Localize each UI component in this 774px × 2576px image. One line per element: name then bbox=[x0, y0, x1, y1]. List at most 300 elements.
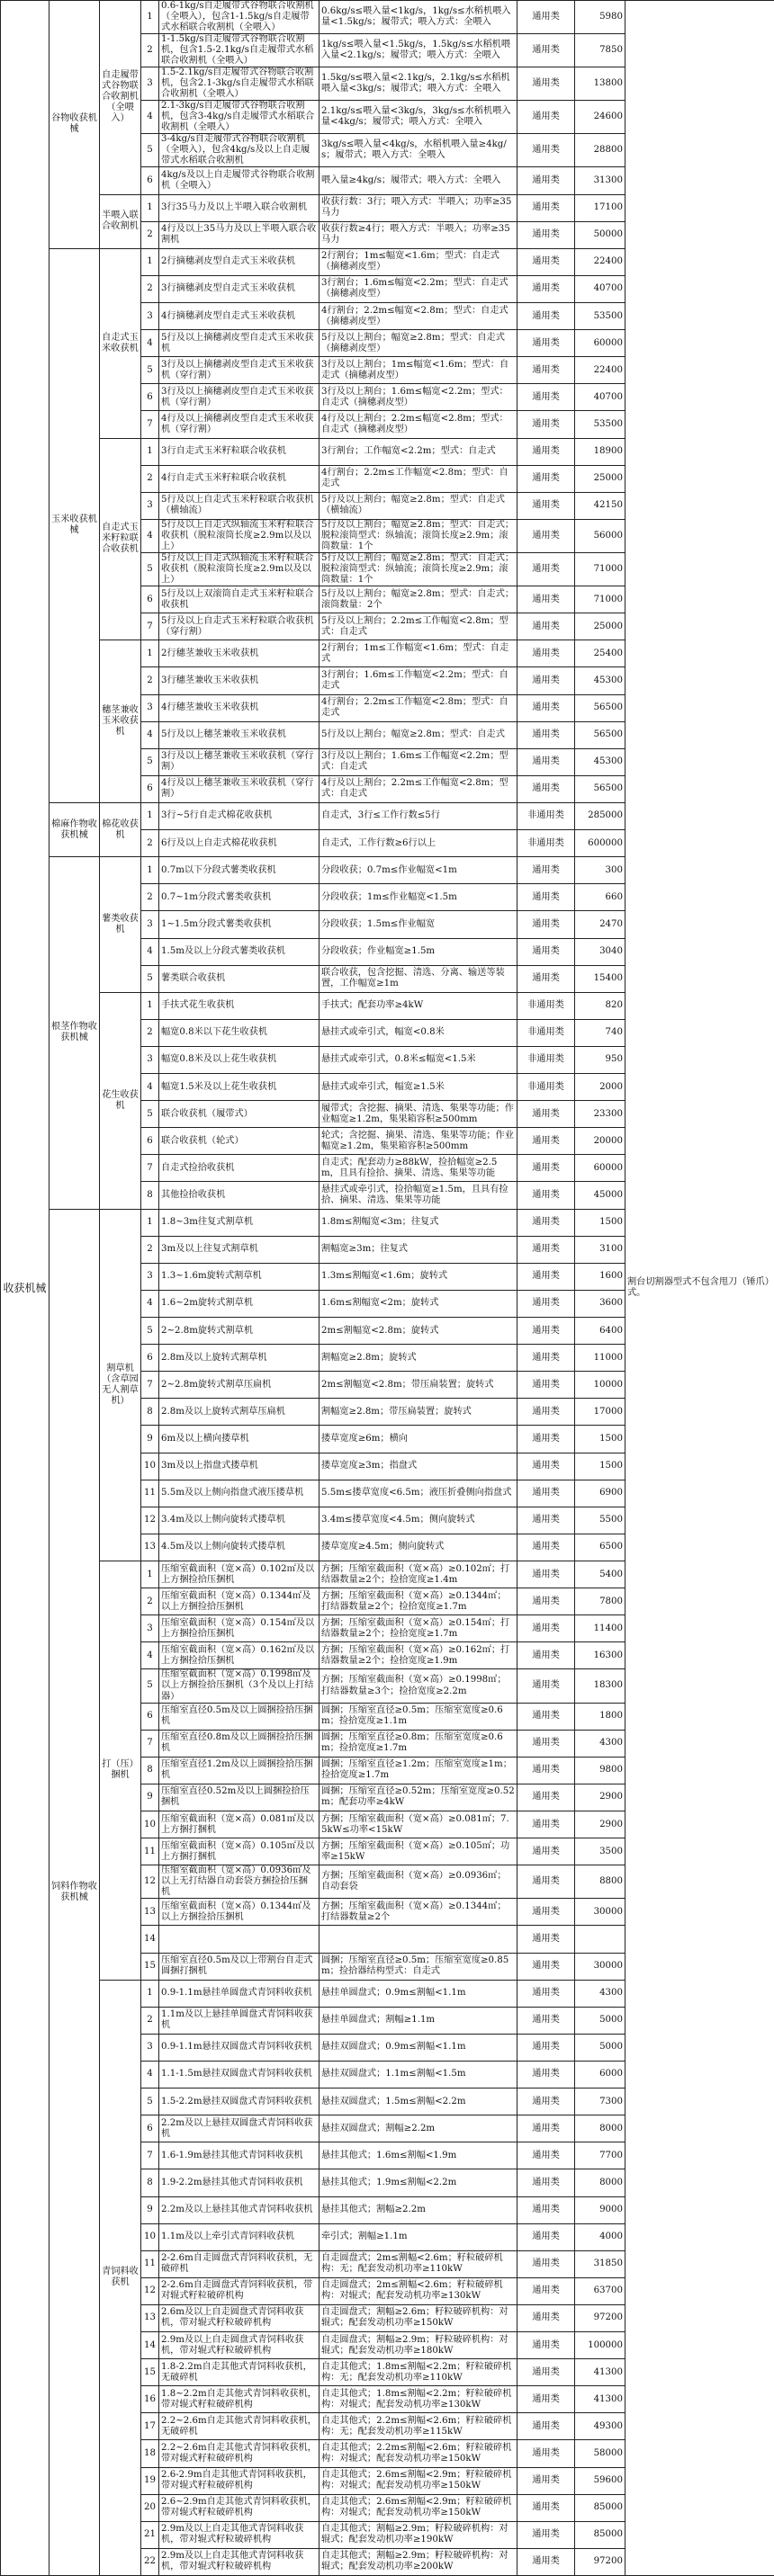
item-name: 2.1-3kg/s自走履带式谷物联合收割机，包含3-4kg/s自走履带式水稻联合收割机（全喂入） bbox=[159, 101, 320, 134]
item-class: 通用类 bbox=[518, 552, 575, 586]
item-name: 4.5m及以上侧向旋转式搂草机 bbox=[159, 1534, 320, 1561]
item-name: 联合收获机（履带式） bbox=[159, 1101, 320, 1128]
item-price: 23300 bbox=[575, 1101, 626, 1128]
item-features: 搂草宽度≥6m；横向 bbox=[320, 1426, 518, 1453]
item-class: 通用类 bbox=[518, 721, 575, 748]
item-class: 通用类 bbox=[518, 884, 575, 911]
item-features: 分段收获；1.5m≤作业幅宽 bbox=[320, 911, 518, 938]
item-name: 3.4m及以上侧向旋转式搂草机 bbox=[159, 1507, 320, 1534]
item-no: 5 bbox=[141, 1101, 159, 1128]
item-class: 通用类 bbox=[518, 2061, 575, 2088]
item-price: 45000 bbox=[575, 1182, 626, 1209]
item-features: 自走其他式；2.2m≤割幅<2.6m；籽粒破碎机构：对辊式；配套发动机功率≥150kW bbox=[320, 2440, 518, 2467]
item-features: 方捆；压缩室截面积（宽×高）≥0.0936㎡；自动套袋 bbox=[320, 1865, 518, 1899]
item-features: 自走式；配套动力≥88kW，捡拾幅宽≥2.5m，且具有捡拾、摘果、清选、集果等功能 bbox=[320, 1155, 518, 1182]
item-class: 通用类 bbox=[518, 2223, 575, 2250]
item-price: 8000 bbox=[575, 2169, 626, 2196]
item-name: 1.9-2.2m悬挂其他式青饲料收获机 bbox=[159, 2169, 320, 2196]
item-name: 1~1.5m分段式薯类收获机 bbox=[159, 911, 320, 938]
item-price: 30000 bbox=[575, 1899, 626, 1926]
subgroup-cell: 自走履带式谷物联合收割机（全喂入） bbox=[100, 1, 141, 195]
item-price: 6500 bbox=[575, 1534, 626, 1561]
item-no: 5 bbox=[141, 2089, 159, 2115]
subgroup-cell: 自走式玉米籽粒联合收获机 bbox=[100, 438, 141, 640]
item-name: 4行及以上35马力及以上半喂入联合收割机 bbox=[159, 221, 320, 248]
item-no: 6 bbox=[141, 1703, 159, 1730]
item-class: 通用类 bbox=[518, 1703, 575, 1730]
item-price: 9800 bbox=[575, 1757, 626, 1784]
item-name: 5行及以上自走式纵轴流玉米籽粒联合收获机（脱粒滚筒长度≥2.9m以及以上） bbox=[159, 519, 320, 552]
item-class: 通用类 bbox=[518, 2332, 575, 2359]
item-features: 自走其他式；割幅≥2.9m；籽粒破碎机构：对辊式；配套发动机功率≥200kW bbox=[320, 2548, 518, 2575]
item-features: 方捆；压缩室截面积（宽×高）≥0.1998㎡；打结器数量≥3个；捡拾宽度≥2.2m bbox=[320, 1669, 518, 1703]
subgroup-cell: 自走式玉米收获机 bbox=[100, 248, 141, 438]
item-class: 通用类 bbox=[518, 1784, 575, 1811]
item-features: 分段收获；作业幅宽≥1.5m bbox=[320, 938, 518, 965]
item-name: 压缩室截面积（宽×高）0.0936㎡及以上无打结器自动套袋方捆捡拾压捆机 bbox=[159, 1865, 320, 1899]
item-class: 通用类 bbox=[518, 613, 575, 640]
item-no: 7 bbox=[141, 1155, 159, 1182]
item-no: 3 bbox=[141, 303, 159, 330]
item-no: 14 bbox=[141, 2332, 159, 2359]
item-name: 3行及以上穗茎兼收玉米收获机（穿行割） bbox=[159, 748, 320, 775]
item-name: 5行及以上穗茎兼收玉米收获机 bbox=[159, 721, 320, 748]
group-cell: 根茎作物收获机械 bbox=[50, 857, 100, 1209]
item-features: 悬挂双圆盘式；割幅≥2.2m bbox=[320, 2115, 518, 2142]
item-features: 悬挂其他式；1.6m≤割幅<1.9m bbox=[320, 2142, 518, 2169]
item-name: 压缩室截面积（宽×高）0.162㎡及以上方捆捡拾压捆机 bbox=[159, 1642, 320, 1669]
table-row bbox=[1, 1, 774, 34]
item-price: 1800 bbox=[575, 1703, 626, 1730]
item-name: 1.5m及以上分段式薯类收获机 bbox=[159, 938, 320, 965]
item-features: 方捆；压缩室截面积（宽×高）≥0.081㎡；7.5kW≤功率<15kW bbox=[320, 1811, 518, 1838]
item-class: 通用类 bbox=[518, 167, 575, 194]
item-name: 6m及以上横向搂草机 bbox=[159, 1426, 320, 1453]
item-class: 通用类 bbox=[518, 1399, 575, 1426]
item-no: 5 bbox=[141, 552, 159, 586]
item-class: 通用类 bbox=[518, 775, 575, 802]
item-features: 自走式，工作行数≥6行以上 bbox=[320, 830, 518, 857]
item-price: 97200 bbox=[575, 2548, 626, 2575]
item-price: 31300 bbox=[575, 167, 626, 194]
item-class: 通用类 bbox=[518, 2548, 575, 2575]
item-price: 5500 bbox=[575, 1507, 626, 1534]
subgroup-cell: 棉花收获机 bbox=[100, 802, 141, 856]
item-name: 1.8~3m往复式割草机 bbox=[159, 1209, 320, 1236]
item-price: 1600 bbox=[575, 1263, 626, 1290]
item-price: 40700 bbox=[575, 275, 626, 302]
item-no: 9 bbox=[141, 1784, 159, 1811]
item-class: 通用类 bbox=[518, 1642, 575, 1669]
item-features: 方捆；压缩室截面积（宽×高）≥0.105㎡；功率≥15kW bbox=[320, 1838, 518, 1865]
item-no: 1 bbox=[141, 1209, 159, 1236]
item-features: 5行及以上割台；幅宽≥2.8m；型式：自走式；脱粒滚筒型式：纵轴流；滚筒长度≥2.9m；滚筒数量：1个 bbox=[320, 519, 518, 552]
item-class: 通用类 bbox=[518, 221, 575, 248]
item-features: 搂草宽度≥3m；指盘式 bbox=[320, 1453, 518, 1480]
item-name: 压缩室截面积（宽×高）0.105㎡及以上方捆打捆机 bbox=[159, 1838, 320, 1865]
item-price: 41300 bbox=[575, 2386, 626, 2413]
subgroup-cell: 薯类收获机 bbox=[100, 857, 141, 993]
item-class: 非通用类 bbox=[518, 1019, 575, 1046]
item-price: 660 bbox=[575, 884, 626, 911]
item-class: 通用类 bbox=[518, 465, 575, 492]
item-features: 1.8m≤割幅宽<3m；往复式 bbox=[320, 1209, 518, 1236]
item-features: 自走圆盘式；2m≤割幅<2.6m；籽粒破碎机构：无；配套发动机功率≥110kW bbox=[320, 2250, 518, 2277]
item-features: 1.5kg/s≤喂入量<2.1kg/s，2.1kg/s≤水稻机喂入量<3kg/s；履带式；喂入方式：全喂入 bbox=[320, 67, 518, 101]
item-price: 300 bbox=[575, 857, 626, 884]
item-class: 通用类 bbox=[518, 303, 575, 330]
item-class: 通用类 bbox=[518, 1811, 575, 1838]
item-price: 5000 bbox=[575, 2034, 626, 2061]
item-price: 11000 bbox=[575, 1345, 626, 1372]
item-price: 7850 bbox=[575, 34, 626, 67]
item-no: 19 bbox=[141, 2467, 159, 2494]
item-class: 通用类 bbox=[518, 1290, 575, 1317]
subgroup-cell: 半喂入联合收割机 bbox=[100, 194, 141, 248]
group-cell: 玉米收获机械 bbox=[50, 248, 100, 802]
item-name: 1.8~2.2m自走其他式青饲料收获机，带对辊式籽粒破碎机构 bbox=[159, 2386, 320, 2413]
item-features: 5行及以上割台；幅宽≥2.8m；型式：自走式（横轴流） bbox=[320, 492, 518, 519]
item-class: 通用类 bbox=[518, 1318, 575, 1345]
item-price: 820 bbox=[575, 992, 626, 1019]
item-class: 通用类 bbox=[518, 438, 575, 465]
item-name: 压缩室直径0.8m及以上圆捆捡拾压捆机 bbox=[159, 1730, 320, 1757]
item-no: 10 bbox=[141, 2223, 159, 2250]
item-no: 17 bbox=[141, 2413, 159, 2440]
item-no: 4 bbox=[141, 330, 159, 357]
item-no: 8 bbox=[141, 1757, 159, 1784]
item-features: 悬挂式或牵引式，幅宽≥1.5米 bbox=[320, 1074, 518, 1101]
item-no: 5 bbox=[141, 1669, 159, 1703]
item-class: 通用类 bbox=[518, 2089, 575, 2115]
item-no: 11 bbox=[141, 2250, 159, 2277]
item-features: 悬挂式或牵引式，0.8米≤幅宽<1.5米 bbox=[320, 1046, 518, 1073]
item-price: 5000 bbox=[575, 2007, 626, 2034]
item-name: 压缩室截面积（宽×高）0.1998㎡及以上方捆捡拾压捆机（3个及以上打结器） bbox=[159, 1669, 320, 1703]
item-price: 1500 bbox=[575, 1209, 626, 1236]
item-class: 通用类 bbox=[518, 857, 575, 884]
item-class: 通用类 bbox=[518, 667, 575, 694]
item-no: 1 bbox=[141, 992, 159, 1019]
item-name: 2.9m及以上自走圆盘式青饲料收获机，带对辊式籽粒破碎机构 bbox=[159, 2332, 320, 2359]
item-no: 11 bbox=[141, 1838, 159, 1865]
item-class: 通用类 bbox=[518, 1953, 575, 1980]
item-features: 3.4m≤搂草宽度<4.5m；侧向旋转式 bbox=[320, 1507, 518, 1534]
item-price: 4300 bbox=[575, 1730, 626, 1757]
item-no: 3 bbox=[141, 67, 159, 101]
item-price: 8800 bbox=[575, 1865, 626, 1899]
item-no: 10 bbox=[141, 1811, 159, 1838]
item-name: 2-2.6m自走圆盘式青饲料收获机，无破碎机 bbox=[159, 2250, 320, 2277]
item-name: 1.6~2m旋转式割草机 bbox=[159, 1290, 320, 1317]
item-name: 4行摘穗剥皮型自走式玉米收获机 bbox=[159, 303, 320, 330]
item-no: 8 bbox=[141, 1182, 159, 1209]
item-name: 4行及以上穗茎兼收玉米收获机（穿行割） bbox=[159, 775, 320, 802]
item-name: 1.6-1.9m悬挂其他式青饲料收获机 bbox=[159, 2142, 320, 2169]
item-name: 压缩室截面积（宽×高）0.102㎡及以上方捆捡拾压捆机 bbox=[159, 1561, 320, 1588]
item-no: 1 bbox=[141, 1, 159, 34]
item-no: 4 bbox=[141, 721, 159, 748]
item-name: 1.8-2.2m自走其他式青饲料收获机，无破碎机 bbox=[159, 2359, 320, 2386]
item-price: 20000 bbox=[575, 1128, 626, 1155]
item-price: 49300 bbox=[575, 2413, 626, 2440]
item-features: 方捆；压缩室截面积（宽×高）≥0.154㎡；打结器数量≥2个；捡拾宽度≥1.7m bbox=[320, 1615, 518, 1642]
item-no: 1 bbox=[141, 1561, 159, 1588]
item-price: 56500 bbox=[575, 775, 626, 802]
item-class: 通用类 bbox=[518, 134, 575, 167]
item-class: 通用类 bbox=[518, 275, 575, 302]
item-no: 1 bbox=[141, 640, 159, 667]
subgroup-cell: 割草机（含草园无人割草机） bbox=[100, 1209, 141, 1561]
item-price: 7300 bbox=[575, 2089, 626, 2115]
item-no: 5 bbox=[141, 134, 159, 167]
item-features bbox=[320, 1926, 518, 1953]
item-no: 6 bbox=[141, 384, 159, 411]
item-no: 13 bbox=[141, 2304, 159, 2331]
item-features: 圆捆；压缩室直径≥0.5m；压缩室宽度≥0.85m；捡拾器结构型式：自走式 bbox=[320, 1953, 518, 1980]
item-features: 3kg/s≤喂入量<4kg/s，水稻机喂入量≥4kg/s；履带式；喂入方式：全喂入 bbox=[320, 134, 518, 167]
item-class: 通用类 bbox=[518, 1899, 575, 1926]
item-name: 3行及以上摘穗剥皮型自走式玉米收获机（穿行割） bbox=[159, 357, 320, 384]
item-name: 1.1m及以上悬挂单圆盘式青饲料收获机 bbox=[159, 2007, 320, 2034]
subgroup-cell: 花生收获机 bbox=[100, 992, 141, 1209]
item-features: 2m≤割幅宽<2.8m；带压扁装置；旋转式 bbox=[320, 1372, 518, 1399]
item-price: 2900 bbox=[575, 1784, 626, 1811]
subgroup-cell: 打（压）捆机 bbox=[100, 1561, 141, 1981]
item-features: 割幅宽≥2.8m；旋转式 bbox=[320, 1345, 518, 1372]
item-no: 4 bbox=[141, 101, 159, 134]
item-class: 通用类 bbox=[518, 1534, 575, 1561]
item-no: 2 bbox=[141, 275, 159, 302]
group-cell: 棉麻作物收获机械 bbox=[50, 802, 100, 856]
item-no: 7 bbox=[141, 1372, 159, 1399]
item-name: 4行穗茎兼收玉米收获机 bbox=[159, 694, 320, 721]
item-class: 通用类 bbox=[518, 1453, 575, 1480]
item-features: 自走圆盘式；割幅≥2.6m；籽粒破碎机构：对辊式；配套发动机功率≥150kW bbox=[320, 2304, 518, 2331]
item-class: 通用类 bbox=[518, 1345, 575, 1372]
item-features: 悬挂其他式；割幅≥2.2m bbox=[320, 2196, 518, 2223]
item-no: 7 bbox=[141, 1730, 159, 1757]
item-name: 2~2.8m旋转式割草压扁机 bbox=[159, 1372, 320, 1399]
item-price: 100000 bbox=[575, 2332, 626, 2359]
item-class: 通用类 bbox=[518, 1926, 575, 1953]
item-name: 5行及以上摘穗剥皮型自走式玉米收获机 bbox=[159, 330, 320, 357]
item-name: 2行穗茎兼收玉米收获机 bbox=[159, 640, 320, 667]
item-name: 2.2m及以上悬挂双圆盘式青饲料收获机 bbox=[159, 2115, 320, 2142]
item-no: 4 bbox=[141, 1642, 159, 1669]
item-name: 2.8m及以上旋转式割草压扁机 bbox=[159, 1399, 320, 1426]
item-features: 方捆；压缩室截面积（宽×高）≥0.1344㎡；打结器数量≥2个；捡拾宽度≥1.7m bbox=[320, 1588, 518, 1615]
item-class: 非通用类 bbox=[518, 1074, 575, 1101]
item-price: 9000 bbox=[575, 2196, 626, 2223]
item-no: 3 bbox=[141, 1263, 159, 1290]
item-price: 740 bbox=[575, 1019, 626, 1046]
item-features: 圆捆；压缩室直径≥0.52m；压缩室宽度≥0.52m；配套功率≥4kW bbox=[320, 1784, 518, 1811]
item-class: 通用类 bbox=[518, 194, 575, 221]
item-no: 12 bbox=[141, 1507, 159, 1534]
item-features: 圆捆；压缩室直径≥0.8m；压缩室宽度≥0.6m；捡拾宽度≥1.7m bbox=[320, 1730, 518, 1757]
item-name: 手扶式花生收获机 bbox=[159, 992, 320, 1019]
item-features: 1.3m≤割幅宽<1.6m；旋转式 bbox=[320, 1263, 518, 1290]
item-price: 6900 bbox=[575, 1480, 626, 1507]
item-name: 幅宽1.5米及以上花生收获机 bbox=[159, 1074, 320, 1101]
item-no: 3 bbox=[141, 694, 159, 721]
item-name: 2.9m及以上自走其他式青饲料收获机，带对辊式籽粒破碎机构 bbox=[159, 2548, 320, 2575]
item-no: 9 bbox=[141, 2196, 159, 2223]
item-price: 5400 bbox=[575, 1561, 626, 1588]
item-class: 通用类 bbox=[518, 2304, 575, 2331]
item-class: 通用类 bbox=[518, 519, 575, 552]
item-no: 2 bbox=[141, 2007, 159, 2034]
item-no: 9 bbox=[141, 1426, 159, 1453]
item-name: 5行及以上自走式玉米籽粒联合收获机（横轴流） bbox=[159, 492, 320, 519]
item-features: 悬挂式或牵引式，捡拾幅宽≥1.5m，且具有捡拾、摘果、清选、集果等功能 bbox=[320, 1182, 518, 1209]
item-class: 通用类 bbox=[518, 357, 575, 384]
item-price: 3040 bbox=[575, 938, 626, 965]
item-price: 8000 bbox=[575, 2115, 626, 2142]
item-no: 5 bbox=[141, 1318, 159, 1345]
item-price: 1500 bbox=[575, 1453, 626, 1480]
item-features: 5行及以上割台；幅宽≥2.8m；型式：自走式（摘穗剥皮型） bbox=[320, 330, 518, 357]
item-no: 15 bbox=[141, 2359, 159, 2386]
item-features: 轮式；含挖掘、摘果、清选、集果等功能；作业幅宽≥1.2m，集果箱容积≥500mm bbox=[320, 1128, 518, 1155]
item-price: 30000 bbox=[575, 1953, 626, 1980]
item-price: 22400 bbox=[575, 248, 626, 275]
item-name: 0.9-1.1m悬挂双圆盘式青饲料收获机 bbox=[159, 2034, 320, 2061]
item-no: 1 bbox=[141, 438, 159, 465]
item-class: 通用类 bbox=[518, 748, 575, 775]
item-price: 71000 bbox=[575, 586, 626, 613]
item-features: 自走其他式；割幅≥2.9m；籽粒破碎机构：对辊式；配套发动机功率≥190kW bbox=[320, 2521, 518, 2548]
item-price: 63700 bbox=[575, 2277, 626, 2304]
item-name: 4行自走式玉米籽粒联合收获机 bbox=[159, 465, 320, 492]
item-features: 3行割台；工作幅宽<2.2m；型式：自走式 bbox=[320, 438, 518, 465]
item-class: 通用类 bbox=[518, 1980, 575, 2007]
item-name: 1.5-2.2m悬挂双圆盘式青饲料收获机 bbox=[159, 2089, 320, 2115]
item-name: 3m及以上往复式割草机 bbox=[159, 1236, 320, 1263]
item-class: 通用类 bbox=[518, 1480, 575, 1507]
item-price: 3500 bbox=[575, 1838, 626, 1865]
item-class: 通用类 bbox=[518, 1209, 575, 1236]
item-name: 2.8m及以上旋转式割草机 bbox=[159, 1345, 320, 1372]
item-no: 2 bbox=[141, 667, 159, 694]
item-price: 600000 bbox=[575, 830, 626, 857]
item-name: 3行自走式玉米籽粒联合收获机 bbox=[159, 438, 320, 465]
item-name: 5行及以上自走式玉米籽粒联合收获机（穿行割） bbox=[159, 613, 320, 640]
item-features: 割幅宽≥3m；往复式 bbox=[320, 1236, 518, 1263]
item-price: 6400 bbox=[575, 1318, 626, 1345]
item-no: 12 bbox=[141, 1865, 159, 1899]
item-features: 2.1kg/s≤喂入量<3kg/s，3kg/s≤水稻机喂入量<4kg/s；履带式；喂入方式：全喂入 bbox=[320, 101, 518, 134]
item-class: 通用类 bbox=[518, 2440, 575, 2467]
item-name bbox=[159, 1926, 320, 1953]
item-price: 4000 bbox=[575, 2223, 626, 2250]
item-class: 通用类 bbox=[518, 2196, 575, 2223]
item-features: 方捆；压缩室截面积（宽×高）≥0.102㎡；打结器数量≥2个；捡拾宽度≥1.4m bbox=[320, 1561, 518, 1588]
item-price: 17000 bbox=[575, 1399, 626, 1426]
item-class: 通用类 bbox=[518, 640, 575, 667]
item-features: 0.6kg/s≤喂入量<1kg/s，1kg/s≤水稻机喂入量<1.5kg/s；履带式；喂入方式：全喂入 bbox=[320, 1, 518, 34]
item-class: 通用类 bbox=[518, 1, 575, 34]
item-features: 自走其他式；2.6m≤割幅<2.9m；籽粒破碎机构：对辊式；配套发动机功率≥150kW bbox=[320, 2467, 518, 2494]
item-features: 搂草宽度≥4.5m；侧向旋转式 bbox=[320, 1534, 518, 1561]
item-features: 悬挂式或牵引式，幅宽<0.8米 bbox=[320, 1019, 518, 1046]
item-no: 13 bbox=[141, 1899, 159, 1926]
item-features: 圆捆；压缩室直径≥0.5m；压缩室宽度≥0.6m；捡拾宽度≥1.1m bbox=[320, 1703, 518, 1730]
item-price: 85000 bbox=[575, 2494, 626, 2521]
item-class: 通用类 bbox=[518, 248, 575, 275]
item-price: 3100 bbox=[575, 1236, 626, 1263]
item-name: 3-4kg/s自走履带式谷物联合收割机（全喂入），包含4kg/s及以上自走履带式水稻联合收割机 bbox=[159, 134, 320, 167]
item-features: 方捆；压缩室截面积（宽×高）≥0.1344㎡；打结器数量≥2个 bbox=[320, 1899, 518, 1926]
item-class: 通用类 bbox=[518, 1588, 575, 1615]
item-features: 3行及以上割台；1m≤幅宽<1.6m；型式：自走式（摘穗剥皮型） bbox=[320, 357, 518, 384]
item-price: 56500 bbox=[575, 721, 626, 748]
item-name: 3行摘穗剥皮型自走式玉米收获机 bbox=[159, 275, 320, 302]
item-no: 2 bbox=[141, 465, 159, 492]
item-price: 60000 bbox=[575, 330, 626, 357]
item-features: 联合收获，包含挖掘、清选、分离、输送等装置，工作幅宽≥1m bbox=[320, 965, 518, 992]
item-features: 圆捆；压缩室直径≥1.2m；压缩室宽度≥1m；捡拾宽度≥1.7m bbox=[320, 1757, 518, 1784]
item-class: 通用类 bbox=[518, 1101, 575, 1128]
item-features: 自走其他式；1.8m≤割幅<2.2m；籽粒破碎机构：无；配套发动机功率≥110kW bbox=[320, 2359, 518, 2386]
item-no: 1 bbox=[141, 248, 159, 275]
item-class: 通用类 bbox=[518, 938, 575, 965]
item-no: 3 bbox=[141, 1615, 159, 1642]
item-name: 5.5m及以上侧向指盘式液压搂草机 bbox=[159, 1480, 320, 1507]
item-name: 压缩室直径1.2m及以上圆捆捡拾压捆机 bbox=[159, 1757, 320, 1784]
item-features: 履带式；含挖掘、摘果、清选、集果等功能；作业幅宽≥1.2m，集果箱容积≥500mm bbox=[320, 1101, 518, 1128]
item-no: 6 bbox=[141, 1128, 159, 1155]
item-features: 悬挂单圆盘式；0.9m≤割幅<1.1m bbox=[320, 1980, 518, 2007]
item-class: 通用类 bbox=[518, 1615, 575, 1642]
item-no: 1 bbox=[141, 857, 159, 884]
item-no: 1 bbox=[141, 1980, 159, 2007]
item-no: 16 bbox=[141, 2386, 159, 2413]
item-features: 割幅宽≥2.8m；带压扁装置；旋转式 bbox=[320, 1399, 518, 1426]
item-features: 自走圆盘式；2m≤割幅<2.6m；籽粒破碎机构：对辊式；配套发动机功率≥130kW bbox=[320, 2277, 518, 2304]
item-features: 4行及以上割台；2.2m≤工作幅宽<2.8m；型式：自走式 bbox=[320, 775, 518, 802]
item-price: 56000 bbox=[575, 519, 626, 552]
item-name: 压缩室直径0.5m及以上圆捆捡拾压捆机 bbox=[159, 1703, 320, 1730]
item-name: 2.6m及以上自走圆盘式青饲料收获机，带对辊式籽粒破碎机构 bbox=[159, 2304, 320, 2331]
item-features: 自走其他式；2.2m≤割幅<2.6m；籽粒破碎机构：无；配套发动机功率≥115kW bbox=[320, 2413, 518, 2440]
item-price: 2470 bbox=[575, 911, 626, 938]
item-no: 4 bbox=[141, 938, 159, 965]
item-class: 通用类 bbox=[518, 1730, 575, 1757]
item-price: 50000 bbox=[575, 221, 626, 248]
item-no: 2 bbox=[141, 221, 159, 248]
item-features: 4行割台；2.2m≤工作幅宽<2.8m；型式：自走式 bbox=[320, 694, 518, 721]
item-class: 通用类 bbox=[518, 1669, 575, 1703]
item-features: 4行割台；2.2m≤工作幅宽<2.8m；型式：自走式 bbox=[320, 465, 518, 492]
item-name: 压缩室截面积（宽×高）0.081㎡及以上方捆打捆机 bbox=[159, 1811, 320, 1838]
item-name: 3行~5行自走式棉花收获机 bbox=[159, 802, 320, 829]
item-price: 2000 bbox=[575, 1074, 626, 1101]
item-no: 5 bbox=[141, 357, 159, 384]
item-features: 悬挂其他式；1.9m≤割幅<2.2m bbox=[320, 2169, 518, 2196]
item-no: 21 bbox=[141, 2521, 159, 2548]
item-no: 11 bbox=[141, 1480, 159, 1507]
item-name: 2.9m及以上自走其他式青饲料收获机，带对辊式籽粒破碎机构 bbox=[159, 2521, 320, 2548]
item-features: 1kg/s≤喂入量<1.5kg/s，1.5kg/s≤水稻机喂入量<2.1kg/s；履带式；喂入方式：全喂入 bbox=[320, 34, 518, 67]
item-name: 0.6-1kg/s自走履带式谷物联合收割机（全喂入），包含1-1.5kg/s自走履带式水稻联合收割机（全喂入） bbox=[159, 1, 320, 34]
item-no: 3 bbox=[141, 1046, 159, 1073]
item-class: 通用类 bbox=[518, 1838, 575, 1865]
item-no: 2 bbox=[141, 830, 159, 857]
item-name: 压缩室直径0.52m及以上圆捆捡拾压捆机 bbox=[159, 1784, 320, 1811]
item-no: 2 bbox=[141, 1019, 159, 1046]
